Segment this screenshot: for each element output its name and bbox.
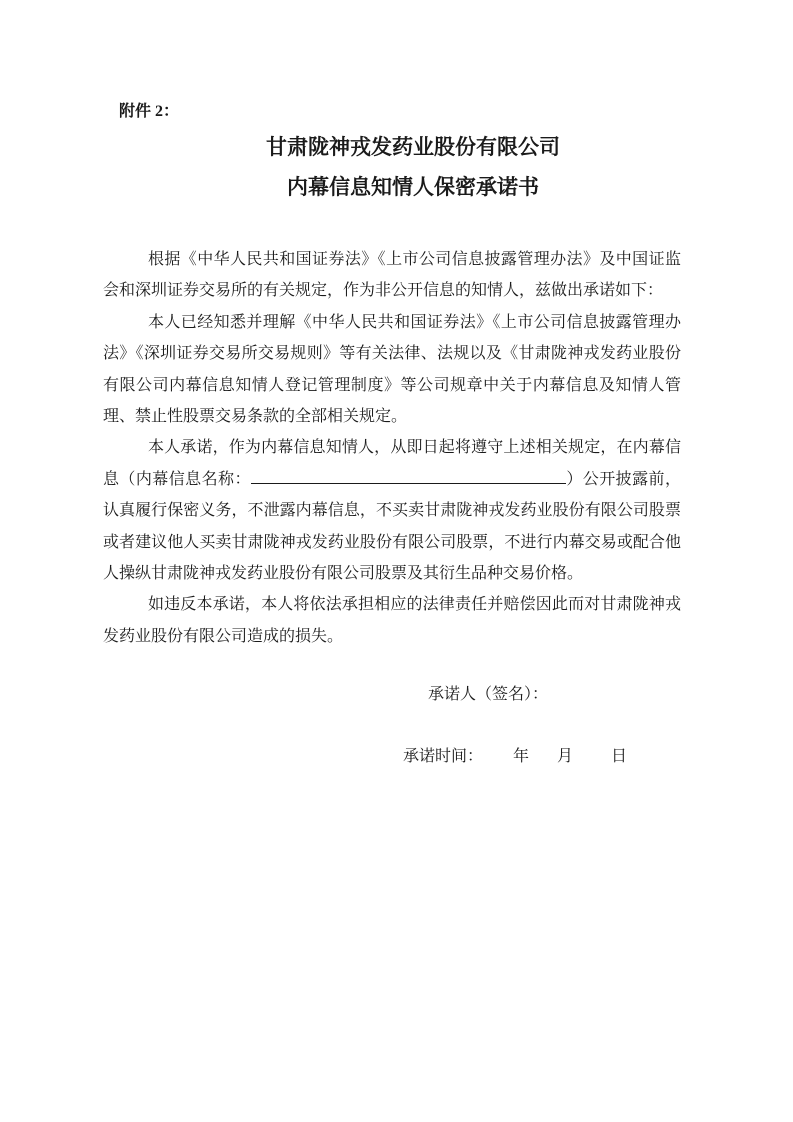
paragraph-acknowledgement: 本人已经知悉并理解《中华人民共和国证券法》《上市公司信息披露管理办法》《深圳证券交易所交易规则》等有关法律、法规以及《甘肃陇神戎发药业股份有限公司内幕信息知情人登记管理制度》等公司规章中关于内幕信息及知情人管理、禁止性股票交易条款的全部相关规定。 — [103, 313, 681, 426]
paragraph-commitment — [103, 432, 681, 589]
commitment-date-line — [103, 741, 681, 772]
day-label: 日 — [611, 747, 628, 765]
paragraph-commitment-before-blank: 本人承诺，作为内幕信息知情人，从即日起将遵守上述相关规定，在内幕信息（内幕信息名称： — [103, 439, 681, 488]
signature-block — [103, 679, 681, 772]
paragraph-commitment-after-blank: ）公开披露前，认真履行保密义务，不泄露内幕信息，不买卖甘肃陇神戎发药业股份有限公司股票或者建议他人买卖甘肃陇神戎发药业股份有限公司股票，不进行内幕交易或配合他人操纵甘肃陇神戎发药业股份有限公司股票及其衍生品种交易价格。 — [103, 470, 681, 583]
document-title-subject: 内幕信息知情人保密承诺书 — [287, 175, 539, 199]
inside-info-name-blank — [251, 467, 566, 484]
signer-signature-line — [103, 679, 681, 710]
date-label: 承诺时间： — [403, 747, 484, 765]
paragraph-liability: 如违反本承诺，本人将依法承担相应的法律责任并赔偿因此而对甘肃陇神戎发药业股份有限公司造成的损失。 — [103, 596, 681, 645]
year-label: 年 — [513, 747, 530, 765]
signer-label: 承诺人（签名）： — [428, 686, 549, 704]
attachment-label: 附件 2： — [119, 103, 180, 120]
paragraph-legal-basis: 根据《中华人民共和国证券法》《上市公司信息披露管理办法》及中国证监会和深圳证券交易所的有关规定，作为非公开信息的知情人，兹做出承诺如下： — [103, 251, 681, 300]
document-body — [103, 244, 681, 652]
month-label: 月 — [557, 747, 574, 765]
document-title-company: 甘肃陇神戎发药业股份有限公司 — [266, 135, 560, 159]
